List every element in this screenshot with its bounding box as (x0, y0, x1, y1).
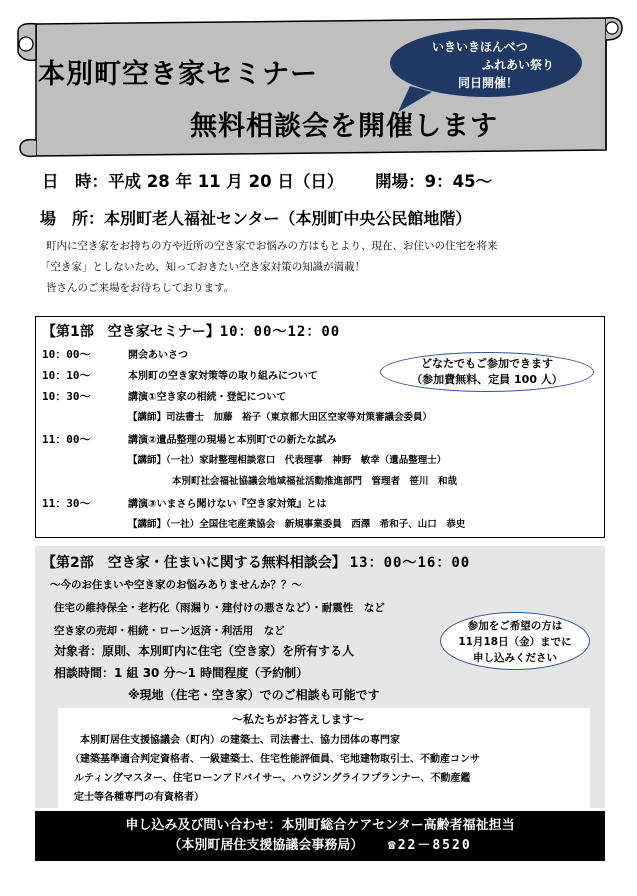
place-value: 本別町老人福祉センター（本別町中央公民館地階） (104, 209, 472, 228)
contact-office: （本別町居住支援協議会事務局） (168, 838, 364, 853)
bubble-line-3: 同日開催！ (458, 76, 519, 90)
part1-title-text: 【第1部 空き家セミナー】 (42, 324, 220, 340)
topic-1: 住宅の維持保全・老朽化（雨漏り・建付けの悪さなど）・耐震性 など (54, 602, 385, 614)
lecturer-2: 【講師】（一社）家財整理相談窓口 代表理事 神野 敏幸（遺品整理士） (128, 455, 447, 466)
lecturer-3: 【講師】（一社）全国住宅産業協会 新規事業委員 西澤 希和子、山口 恭史 (128, 519, 466, 530)
schedule-item: 10：30～ 講演①空き家の相続・登記について (42, 390, 287, 403)
apply-line-2: 11月18日（金）までに (458, 636, 572, 648)
open-value: 9：45～ (424, 172, 493, 191)
bubble-line-1: いきいきほんべつ (432, 40, 528, 54)
note-line-1: どなたでもご参加できます (421, 357, 553, 370)
part1-time: 10：00～12：00 (219, 324, 341, 340)
title-line-1: 本別町空き家セミナー (38, 59, 318, 90)
topic-2: 空き家の売却・相続・ローン返済・利活用 など (54, 625, 285, 637)
part2-time: 13：00～16：00 (349, 555, 471, 571)
part2-lead: ～今のお住まいや空き家のお悩みありませんか？？～ (50, 579, 302, 591)
schedule-item: 10：10～ 本別町の空き家対策等の取り組みについて (42, 369, 318, 382)
date-label: 日 時： (42, 172, 108, 191)
contact-line-2 (35, 836, 605, 856)
apply-line-1: 参加をご希望の方は (467, 620, 563, 632)
event-date (42, 168, 492, 192)
intro-line-2: 「空き家」としないため、知っておきたい空き家対策の知識が満載！ (40, 261, 366, 273)
intro-line-3: 皆さんのご来場をお待ちしております。 (46, 282, 235, 294)
event-place (40, 206, 471, 229)
place-label: 場 所： (40, 209, 105, 228)
bubble-line-2: ふれあい祭り (482, 58, 555, 72)
apply-line-3: 申し込みください (473, 652, 557, 664)
open-label: 開場： (375, 172, 425, 191)
contact-phone: ☎22－8520 (387, 838, 472, 853)
answer-line-3: ルティングマスター、住宅ローンアドバイサー、ハウジングライフプランナー、不動産鑑 (74, 773, 471, 784)
duration: 相談時間：1 組 30 分～1 時間程度（予約制） (54, 666, 309, 680)
onsite-note: ※現地（住宅・空き家）でのご相談も可能です (128, 688, 380, 702)
apply-deadline-badge (440, 612, 590, 670)
lecturer-1: 【講師】司法書士 加藤 裕子（東京都大田区空家等対策審議会委員） (128, 412, 433, 423)
part1-title (42, 321, 340, 341)
contact-footer (35, 811, 605, 861)
schedule-item: 11：00～ 講演②遺品整理の現場と本別町での新たな試み (42, 433, 337, 446)
schedule-item: 10：00～ 開会あいさつ (42, 348, 188, 361)
schedule-item: 11：30～ 講演③いまさら聞けない『空き家対策』とは (42, 497, 327, 510)
open-participation-badge (380, 352, 594, 392)
date-value: 平成 28 年 11 月 20 日（日） (108, 172, 344, 191)
answer-title: ～私たちがお答えします～ (232, 713, 364, 726)
answer-line-1: 本別町居住支援協議会（町内）の建築士、司法書士、協力団体の専門家 (80, 735, 400, 746)
contact-line-1: 申し込み及び問い合わせ：本別町総合ケアセンター高齢者福祉担当 (125, 818, 515, 833)
target: 対象者：原則、本別町内に住宅（空き家）を所有する人 (54, 644, 355, 658)
note-line-2: （参加費無料、定員 100 人） (411, 373, 563, 386)
lecturer-2b: 本別町社会福祉協議会地域福祉活動推進部門 管理者 笹川 和哉 (172, 476, 458, 487)
part2-title-text: 【第2部 空き家・住まいに関する無料相談会】 (42, 555, 346, 571)
answer-line-2: （建築基準適合判定資格者、一級建築士、住宅性能評価員、宅地建物取引士、不動産コンサ (70, 754, 480, 765)
title-line-2: 無料相談会を開催します (190, 111, 498, 142)
answer-line-4: 定士等各種専門の有資格者） (74, 792, 204, 803)
part2-title (42, 552, 470, 572)
intro-line-1: 町内に空き家をお持ちの方や近所の空き家でお悩みの方はもとより、現在、お住いの住宅を将来 (46, 240, 498, 252)
